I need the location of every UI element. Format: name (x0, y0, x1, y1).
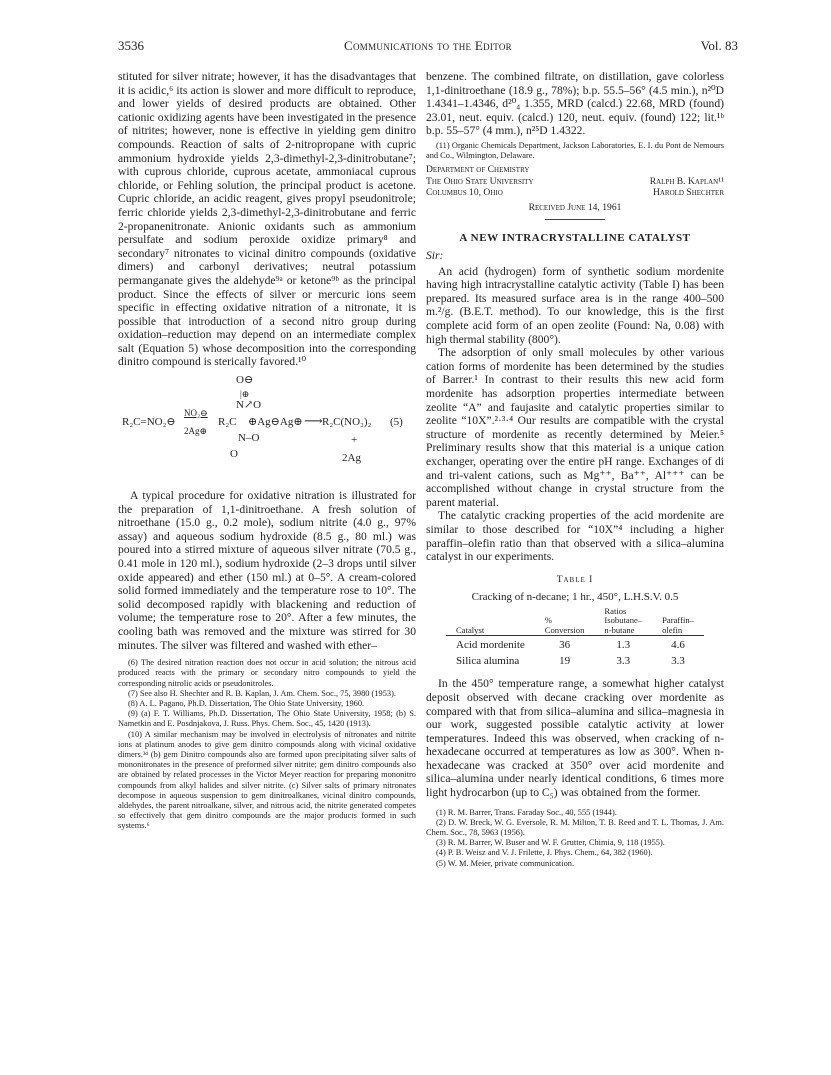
col-isobutane: Isobutane– n-butane (594, 616, 652, 635)
left-column (118, 70, 416, 832)
eq-product: R₂C(NO₂)₂ (322, 416, 372, 429)
eq-lower-oxygen: O (230, 448, 238, 461)
author-2: Harold Shechter (652, 187, 724, 199)
col-conversion: % Conversion (535, 616, 595, 635)
footnote-6: (6) The desired nitration reaction does not occur in acid solution; the nitrous acid produced reacts with the primary or secondary nitro compounds to yield the corresponding nitrolic acids or pseudonitroles. (118, 658, 416, 688)
col-paraffin: Paraffin– olefin (652, 616, 704, 635)
received-date: Received June 14, 1961 (528, 201, 622, 213)
affiliation-block (426, 164, 724, 199)
footnote-8: (8) A. L. Pagano, Ph.D. Dissertation, The Ohio State University, 1960. (128, 699, 365, 708)
col-catalyst: Catalyst (446, 616, 535, 635)
right-paragraph-1: benzene. The combined filtrate, on distillation, gave colorless 1,1-dinitroethane (18.9 g., 78%); b.p. 55.5–56° (4.5 min.), n²⁰D 1.4341–1.4346, d²⁰₄ 1.355, MRD (calcd.) 22.68, MRD (found) 23.01, neut. equiv. (calcd.) 120, neut. equiv. (found) 122; lit.¹ᵇ b.p. 55–57° (4 mm.), n²⁵D 1.4322. (426, 70, 724, 138)
footnote-10: (10) A similar mechanism may be involved in electrolysis of nitronates and nitrite ions at platinum anodes to give gem dinitro compounds along with vicinal oxidative dimers.³ᵈ (b) gem Dinitro compounds also are formed upon precipitating silver salts of mononitronates in the presence of preformed silver nitrite; gem dinitro compounds also are obtained by related processes in the Victor Meyer reaction for preparing mononitro compounds from alkyl halides and silver nitrite. (c) Silver salts of primary nitronates decompose in aqueous suspension to gem dinitroalkanes, vicinal dinitro compounds, aldehydes, the parent nitroalkane, silver, and nitrous acid, the nitrite generated competes so effectively that gem dinitro compounds are the major products formed in such systems.⁶ (118, 729, 416, 831)
table-row: Acid mordenite 36 1.3 4.6 (456, 639, 685, 652)
left-paragraph-2: A typical procedure for oxidative nitration is illustrated for the preparation of 1,1-dinitroethane. A fresh solution of nitroethane (15.0 g., 0.2 mole), sodium nitrite (4.0 g., 97% assay) and aqueous sodium hydroxide (8.5 g., 80 ml.) was poured into a stirred mixture of aqueous silver nitrate (70.5 g., 0.41 mole in 120 ml.), sodium hydroxide (2–3 drops until silver oxide appeared) and ether (150 ml.) at 0–5°. A cream-colored solid formed immediately and the temperature rose to 10°. The solid decomposed rapidly with blackening and reduction of volume; the temperature rose to 20°. After a few minutes, the cooling bath was removed and the mixture was stirred for 30 minutes. The silver was filtered and washed with ether– (118, 489, 416, 652)
right-paragraph-2: An acid (hydrogen) form of synthetic sodium mordenite having high intracrystalline catalytic activity (Table I) has been prepared. Its measured surface area is in the range 400–500 m.²/g. (B.E.T. method). To our knowledge, this is the first complete acid form of an open zeolite (Found: Na, 0.08) with high thermal stability (800°). (426, 264, 724, 346)
left-footnotes (118, 658, 416, 831)
page-header (118, 38, 738, 58)
reference-4: (4) P. B. Weisz and V. J. Frilette, J. Phys. Chem., 64, 382 (1960). (436, 848, 653, 858)
right-paragraph-3: The adsorption of only small molecules by other various cation forms of mordenite has been determined by the studies of Barrer.¹ In contrast to their results this new acid form mordenite has adsorption properties intermediate between zeolite “A” and faujasite and catalytic properties similar to zeolite “10X”.²·³·⁴ Our results are compatible with the crystal structure of mordenite as recently determined by Meier.⁵ Preliminary results show that this material is a unique cation exchanger, operating over the entire pH range. Exchanges of di and tri-valent cations, such as Mg⁺⁺, Ba⁺⁺, Al⁺⁺⁺ can be accomplished without change in crystal structure from the parent material. (426, 346, 724, 509)
article-title: A NEW INTRACRYSTALLINE CATALYST (459, 232, 691, 245)
running-title: Communications to the Editor (344, 38, 512, 53)
eq-plus: + (351, 434, 358, 447)
eq-arrow: ⟶ (304, 413, 323, 429)
footnote-11: (11) Organic Chemicals Department, Jackson Laboratories, E. I. du Pont de Nemours and Co., Wilmington, Delaware. (426, 140, 724, 161)
table-subtitle: Cracking of n-decane; 1 hr., 450°, L.H.S.V. 0.5 (471, 591, 679, 604)
eq-number: (5) (390, 416, 403, 429)
dept-line-3: Columbus 10, Ohio (426, 187, 503, 199)
reference-1: (1) R. M. Barrer, Trans. Faraday Soc., 40, 555 (1944). (436, 807, 617, 817)
table-caption: Table I (556, 574, 594, 585)
right-paragraph-5: In the 450° temperature range, a somewhat higher catalyst deposit observed with decane cracking over mordenite as compared with that from silica–alumina and silica–magnesia in our work, suggested possible catalytic activity at lower temperatures. Indeed this was observed, when cracking of n-hexadecane occurred at temperatures as low as 300°. When n-hexadecane was cracked at 350° over acid mordenite and silica–alumina under nearly identical conditions, 6 times more light hydrocarbon (up to C₅) was obtained from the former. (426, 677, 724, 800)
eq-reagent-bottom: 2Ag⊕ (184, 426, 208, 437)
equation-5 (118, 372, 416, 484)
eq-silver-complex: ⊕Ag⊖Ag⊕ (248, 416, 303, 429)
eq-silver: 2Ag (342, 452, 361, 465)
section-divider (545, 219, 605, 220)
author-1: Ralph B. Kaplan¹¹ (649, 175, 724, 187)
eq-mid-carbon: R₂C (218, 416, 237, 429)
reference-3: (3) R. M. Barrer, W. Buser and W. F. Grutter, Chimia, 9, 118 (1955). (436, 838, 665, 848)
eq-top-oxygen: O⊖ (236, 374, 254, 387)
eq-plus-n: |⊕ (240, 389, 250, 400)
dept-line-1: Department of Chemistry (426, 164, 530, 176)
cracking-table (446, 607, 704, 669)
left-paragraph-1: stituted for silver nitrate; however, it has the disadvantages that it is acidic,⁶ its action is slower and more difficult to reproduce, and lower yields of desired products are obtained. Other cationic oxidizing agents have been investigated in the presence of nitrites; however, none is effective in yielding gem dinitro compounds. Reaction of salts of 2-nitropropane with cupric ammonium hydroxide yields 2,3-dimethyl-2,3-dinitrobutane⁷; with cuprous chloride, cuprous acetate, ammoniacal cuprous chloride, or Fehling solution, the principal product is acetone. Cupric chloride, an acidic reagent, gives propyl pseudonitrole; ferric chloride yields 2,3-dimethyl-2,3-dinitrobutane and ferric 2-propanenitronate. Anionic oxidants such as ammonium persulfate and sodium peroxide oxidize primary⁸ and secondary⁷ nitronates to vicinal dinitro compounds (oxidative dimers) and carbonyl derivatives; neutral potassium permanganate gives the aldehyde⁹ᵃ or ketone⁹ᵇ as the principal product. Since the effects of silver or mercuric ions seem specific in effecting oxidative nitration of a nitronate, it is possible that introduction of a second nitro group during oxidation–reduction may depend on an intermediate complex salt (Equation 5) whose decomposition into the corresponding dinitro compound is sterically favored.¹⁰ (118, 70, 416, 369)
dept-line-2: The Ohio State University (426, 175, 534, 187)
right-column (426, 70, 724, 869)
table-row: Silica alumina 19 3.3 3.3 (456, 654, 685, 667)
eq-lower-no: N–O (238, 432, 260, 445)
eq-no-group: N↗O (236, 399, 262, 412)
salutation: Sir: (426, 249, 444, 263)
eq-reactant: R₂C=NO₂⊖ (122, 416, 176, 429)
eq-reagent-top: NO₂⊖ (184, 408, 208, 419)
footnote-11-block (426, 141, 724, 161)
footnote-7: (7) See also H. Shechter and R. B. Kaplan, J. Am. Chem. Soc., 75, 3980 (1953). (128, 688, 396, 698)
ratios-header: Ratios (604, 605, 627, 616)
right-paragraph-4: The catalytic cracking properties of the acid mordenite are similar to those described for “10X”⁴ including a higher paraffin–olefin ratio than that observed with a silica–alumina catalyst in our experiments. (426, 509, 724, 564)
right-footnotes (426, 808, 724, 869)
volume-label: Vol. 83 (700, 38, 738, 53)
footnote-9: (9) (a) F. T. Williams, Ph.D. Dissertation, The Ohio State University, 1958; (b) S. Nametkin and E. Posdnjakova, J. Russ. Phys. Chem. Soc., 45, 1420 (1913). (118, 709, 416, 729)
reference-2: (2) D. W. Breck, W. G. Eversole, R. M. Milton, T. B. Reed and T. L. Thomas, J. Am. Chem. Soc., 78, 5963 (1956). (426, 817, 724, 838)
reference-5: (5) W. M. Meier, private communication. (436, 858, 575, 868)
page-number: 3536 (118, 38, 144, 53)
